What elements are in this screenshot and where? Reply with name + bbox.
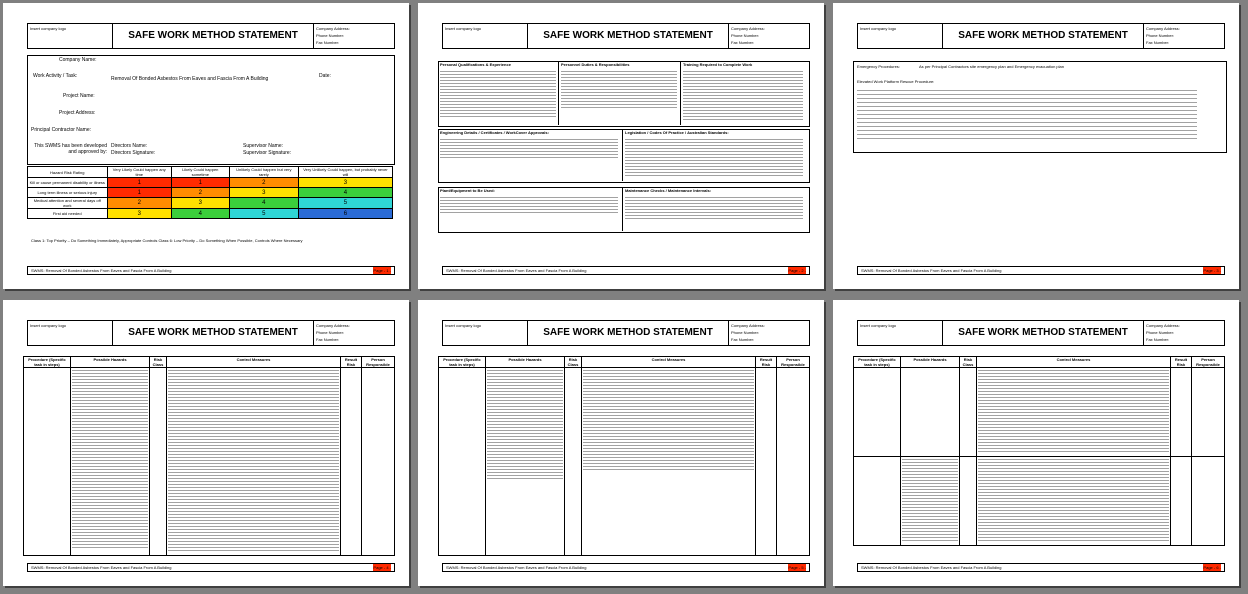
table-cell xyxy=(977,368,1171,457)
table-cell xyxy=(901,368,960,457)
directors-name-label: Directors Name: xyxy=(111,143,148,149)
table-cell xyxy=(167,368,341,556)
page-footer: SWMS: Removal Of Bonded Asbestos From Eaves and Fascia From A Building Page - 6 - xyxy=(857,563,1225,572)
column-divider xyxy=(558,61,559,125)
table-cell xyxy=(439,368,486,556)
table-cell xyxy=(854,457,901,546)
table-cell xyxy=(1192,368,1225,457)
ppe-heading: Personal Qualifications & Experience xyxy=(440,62,511,67)
page-header: Insert company logo SAFE WORK METHOD STATEMENT Company Address: Phone Number: Fax Number: xyxy=(27,320,395,346)
text-block xyxy=(440,69,556,119)
company-meta: Company Address: Phone Number: Fax Number: xyxy=(316,26,350,45)
matrix-cell: 2 xyxy=(171,188,229,198)
matrix-cell: 4 xyxy=(298,188,392,198)
table-cell xyxy=(24,368,71,556)
document-title: SAFE WORK METHOD STATEMENT xyxy=(112,321,314,345)
project-name-label: Project Name: xyxy=(63,93,95,99)
steps-table xyxy=(853,356,1225,546)
table-cell xyxy=(486,368,565,556)
table-cell xyxy=(565,368,582,556)
matrix-header-cell: Unlikely Could happen but very rarely xyxy=(229,167,298,178)
emergency-value: As per Principal Contractors site emergency plan and Emergency evacuation plan xyxy=(919,64,1064,69)
col-procedure: Procedure (Specific task in steps) xyxy=(854,357,901,368)
col-controls: Control Measures xyxy=(167,357,341,368)
page-number: Page - 6 - xyxy=(1203,565,1221,570)
document-title: SAFE WORK METHOD STATEMENT xyxy=(942,321,1144,345)
page-number: Page - 2 - xyxy=(788,268,806,273)
matrix-cell: 2 xyxy=(107,198,171,209)
table-cell xyxy=(960,368,977,457)
col-hazards: Possible Hazards xyxy=(901,357,960,368)
table-cell xyxy=(341,368,362,556)
table-cell xyxy=(777,368,810,556)
developed-by-label: This SWMS has been developed and approved by: xyxy=(34,143,107,155)
principal-contractor-label: Principal Contractor Name: xyxy=(31,127,92,133)
col-hazards: Possible Hazards xyxy=(486,357,565,368)
col-person: Person Responsible xyxy=(1192,357,1225,368)
col-person: Person Responsible xyxy=(777,357,810,368)
table-cell xyxy=(1171,457,1192,546)
steps-table xyxy=(438,356,810,556)
page-header: Insert company logo SAFE WORK METHOD STATEMENT Company Address: Phone Number: Fax Number: xyxy=(857,23,1225,49)
document-title: SAFE WORK METHOD STATEMENT xyxy=(942,24,1144,48)
duties-heading: Personnel Duties & Responsibilities xyxy=(561,62,630,67)
table-cell xyxy=(1192,457,1225,546)
col-controls: Control Measures xyxy=(582,357,756,368)
page-number: Page - 4 - xyxy=(373,565,391,570)
matrix-header-cell: Very Likely Could happen any time xyxy=(107,167,171,178)
text-block xyxy=(683,69,803,121)
matrix-cell: 4 xyxy=(171,209,229,219)
table-cell xyxy=(960,457,977,546)
col-hazards: Possible Hazards xyxy=(71,357,150,368)
table-cell xyxy=(756,368,777,556)
column-divider xyxy=(680,61,681,125)
col-controls: Control Measures xyxy=(977,357,1171,368)
page-header: Insert company logo SAFE WORK METHOD STATEMENT Company Address: Phone Number: Fax Number: xyxy=(442,23,810,49)
matrix-cell: 3 xyxy=(171,198,229,209)
document-page-2 xyxy=(418,3,824,289)
steps-table xyxy=(23,356,395,556)
document-page-6 xyxy=(833,300,1239,586)
page-header: Insert company logo SAFE WORK METHOD STATEMENT Company Address: Phone Number: Fax Number: xyxy=(442,320,810,346)
text-block xyxy=(625,137,803,177)
matrix-cell: 5 xyxy=(298,198,392,209)
col-procedure: Procedure (Specific task in steps) xyxy=(24,357,71,368)
col-risk: Risk Class xyxy=(960,357,977,368)
page-footer: SWMS: Removal Of Bonded Asbestos From Eaves and Fascia From A Building Page - 5 - xyxy=(442,563,810,572)
document-title: SAFE WORK METHOD STATEMENT xyxy=(112,24,314,48)
risk-matrix xyxy=(27,166,393,219)
matrix-cell: 1 xyxy=(107,178,171,188)
engineering-heading: Engineering Details / Certificates / WorkCover Approvals: xyxy=(440,130,549,135)
col-result: Result Risk xyxy=(756,357,777,368)
document-title: SAFE WORK METHOD STATEMENT xyxy=(527,24,729,48)
matrix-cell: 1 xyxy=(171,178,229,188)
matrix-cell: 3 xyxy=(229,188,298,198)
column-divider xyxy=(622,187,623,231)
text-block xyxy=(625,195,803,221)
document-page-5 xyxy=(418,300,824,586)
matrix-cell: 1 xyxy=(107,188,171,198)
col-risk: Risk Class xyxy=(150,357,167,368)
matrix-row-label: First aid needed xyxy=(28,209,108,219)
page-number: Page - 3 - xyxy=(1203,268,1221,273)
training-heading: Training Required to Complete Work xyxy=(683,62,753,67)
matrix-header-cell: Hazard Risk Rating xyxy=(28,167,108,178)
document-page-1 xyxy=(3,3,409,289)
page-number: Page - 5 - xyxy=(788,565,806,570)
col-procedure: Procedure (Specific task in steps) xyxy=(439,357,486,368)
supervisor-signature-label: Supervisor Signature: xyxy=(243,150,292,156)
work-activity-label: Work Activity / Task: xyxy=(33,73,78,79)
table-cell xyxy=(901,457,960,546)
company-name-label: Company Name: xyxy=(59,57,97,63)
directors-signature-label: Directors Signature: xyxy=(111,150,156,156)
matrix-cell: 5 xyxy=(229,209,298,219)
page-footer: SWMS: Removal Of Bonded Asbestos From Eaves and Fascia From A Building Page - 4 - xyxy=(27,563,395,572)
matrix-header-cell: Very Unlikely Could happen, but probably never will xyxy=(298,167,392,178)
page-header: Insert company logo SAFE WORK METHOD STATEMENT Company Address: Phone Number: Fax Number: xyxy=(857,320,1225,346)
matrix-header-cell: Likely Could happen sometime xyxy=(171,167,229,178)
maintenance-heading: Maintenance Checks / Maintenance Intervals: xyxy=(625,188,712,193)
col-person: Person Responsible xyxy=(362,357,395,368)
col-result: Result Risk xyxy=(341,357,362,368)
table-cell xyxy=(854,368,901,457)
matrix-cell: 6 xyxy=(298,209,392,219)
plant-heading: Plant/Equipment to Be Used: xyxy=(440,188,495,193)
document-page-3 xyxy=(833,3,1239,289)
project-address-label: Project Address: xyxy=(59,110,96,116)
work-activity-value: Removal Of Bonded Asbestos From Eaves and Fascia From A Building xyxy=(111,76,269,82)
matrix-cell: 4 xyxy=(229,198,298,209)
page-footer: SWMS: Removal Of Bonded Asbestos From Eaves and Fascia From A Building Page - 2 - xyxy=(442,266,810,275)
document-page-4 xyxy=(3,300,409,586)
table-cell xyxy=(150,368,167,556)
matrix-row-label: Long term illness or serious injury xyxy=(28,188,108,198)
matrix-cell: 3 xyxy=(107,209,171,219)
page-footer: SWMS: Removal Of Bonded Asbestos From Eaves and Fascia From A Building Page - 3 - xyxy=(857,266,1225,275)
col-result: Result Risk xyxy=(1171,357,1192,368)
date-label: Date: xyxy=(319,73,331,79)
text-block xyxy=(440,137,618,159)
page-number: Page - 1 - xyxy=(373,268,391,273)
text-block xyxy=(561,69,677,109)
matrix-note: Class 1: Top Priority – Do Something Immediately, Appropriate Controls Class 6: Low Priority – Do Something When Possible, Controls Where Necessary xyxy=(31,238,303,243)
table-cell xyxy=(362,368,395,556)
column-divider xyxy=(622,129,623,181)
company-logo-placeholder: Insert company logo xyxy=(30,26,67,31)
table-cell xyxy=(1171,368,1192,457)
matrix-cell: 2 xyxy=(229,178,298,188)
emergency-label: Emergency Procedures: xyxy=(857,64,900,69)
legislation-heading: Legislation / Codes Of Practice / Australian Standards: xyxy=(625,130,729,135)
table-cell xyxy=(71,368,150,556)
page-header xyxy=(27,23,395,49)
page-footer: SWMS: Removal Of Bonded Asbestos From Eaves and Fascia From A Building Page - 1 - xyxy=(27,266,395,275)
rescue-procedure-label: Elevated Work Platform Rescue Procedure: xyxy=(857,79,935,84)
col-risk: Risk Class xyxy=(565,357,582,368)
document-title: SAFE WORK METHOD STATEMENT xyxy=(527,321,729,345)
matrix-row-label: Medical attention and several days off work xyxy=(28,198,108,209)
table-cell xyxy=(977,457,1171,546)
text-block xyxy=(440,195,618,215)
matrix-cell: 3 xyxy=(298,178,392,188)
text-block xyxy=(857,87,1197,141)
matrix-row-label: Kill or cause permanent disability or illness xyxy=(28,178,108,188)
table-cell xyxy=(582,368,756,556)
supervisor-name-label: Supervisor Name: xyxy=(243,143,284,149)
